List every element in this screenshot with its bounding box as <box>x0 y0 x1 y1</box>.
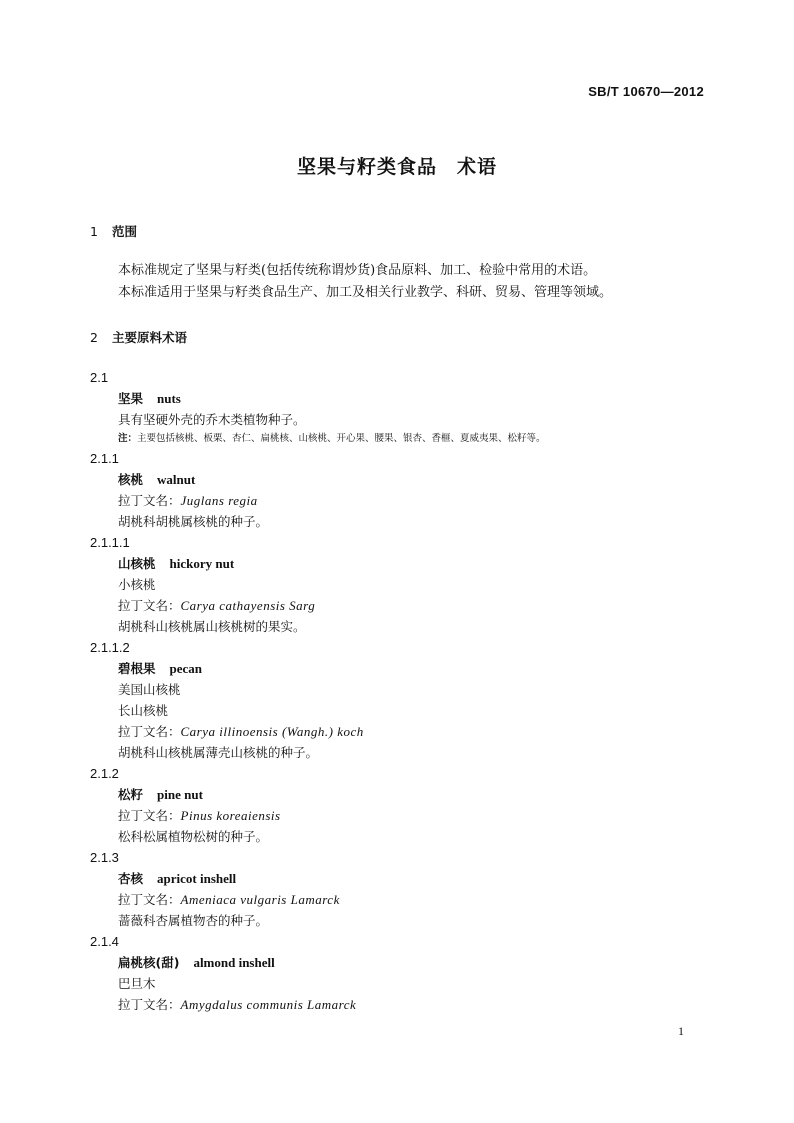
section-1-heading <box>90 222 137 240</box>
section-title: 主要原料术语 <box>112 330 188 345</box>
definition-line: 松科松属植物松树的种子。 <box>118 829 269 844</box>
latin-name-label: 拉丁文名： <box>118 808 181 823</box>
latin-name: Juglans regia <box>180 493 258 508</box>
term-entry <box>90 847 710 931</box>
term-chinese: 扁桃核(甜) <box>118 955 180 970</box>
term-english: hickory nut <box>169 556 235 571</box>
scope-paragraph: 本标准适用于坚果与籽类食品生产、加工及相关行业教学、科研、贸易、管理等领域。 <box>118 285 613 300</box>
latin-name-label: 拉丁文名： <box>118 598 181 613</box>
section-2-heading <box>90 328 187 346</box>
term-entry <box>90 931 710 1015</box>
entry-number: 2.1 <box>90 370 109 385</box>
scope-paragraph: 本标准规定了坚果与籽类(包括传统称谓炒货)食品原料、加工、检验中常用的术语。 <box>118 263 597 278</box>
term-english: apricot inshell <box>157 871 237 886</box>
page-number: 1 <box>678 1024 684 1038</box>
term-heading <box>90 469 710 490</box>
term-heading <box>90 952 710 973</box>
term-chinese: 核桃 <box>118 472 144 487</box>
term-entry <box>90 763 710 847</box>
latin-name: Carya illinoensis (Wangh.) koch <box>180 724 364 739</box>
term-entry <box>90 532 710 637</box>
latin-name-label: 拉丁文名： <box>118 724 181 739</box>
latin-name-line <box>90 805 710 826</box>
term-chinese: 山核桃 <box>118 556 156 571</box>
latin-name-label: 拉丁文名： <box>118 493 181 508</box>
term-heading <box>90 553 710 574</box>
definition-line: 长山核桃 <box>118 703 169 718</box>
section-title: 范围 <box>112 224 138 239</box>
term-chinese: 坚果 <box>118 391 144 406</box>
term-english: pecan <box>169 661 203 676</box>
entry-number: 2.1.1 <box>90 451 119 466</box>
definition-line: 蔷薇科杏属植物杏的种子。 <box>118 913 269 928</box>
note-prefix: 注： <box>118 433 138 444</box>
note-text: 主要包括核桃、板栗、杏仁、扁桃核、山核桃、开心果、腰果、银杏、香榧、夏威夷果、松籽等。 <box>137 433 546 444</box>
definition-line: 美国山核桃 <box>118 682 181 697</box>
latin-name: Carya cathayensis Sarg <box>180 598 316 613</box>
definition-line: 小核桃 <box>118 577 156 592</box>
latin-name-label: 拉丁文名： <box>118 997 181 1012</box>
term-heading <box>90 658 710 679</box>
latin-name: Pinus koreaiensis <box>180 808 281 823</box>
note-line <box>90 430 710 448</box>
term-chinese: 杏核 <box>118 871 144 886</box>
definition-line: 胡桃科胡桃属核桃的种子。 <box>118 514 269 529</box>
entry-number: 2.1.4 <box>90 934 119 949</box>
latin-name-line <box>90 889 710 910</box>
term-heading <box>90 388 710 409</box>
term-english: nuts <box>157 391 181 406</box>
scope-paragraphs <box>118 260 612 304</box>
term-entries <box>90 367 710 1015</box>
definition-line: 胡桃科山核桃属山核桃树的果实。 <box>118 619 306 634</box>
term-english: walnut <box>157 472 196 487</box>
latin-name-line <box>90 595 710 616</box>
definition-line: 巴旦木 <box>118 976 156 991</box>
document-title: 坚果与籽类食品 术语 <box>296 156 497 178</box>
section-number: 2 <box>90 330 98 345</box>
latin-name-line <box>90 721 710 742</box>
term-entry <box>90 637 710 763</box>
definition-line: 具有坚硬外壳的乔木类植物种子。 <box>118 412 306 427</box>
entry-number: 2.1.2 <box>90 766 119 781</box>
standard-code: SB/T 10670—2012 <box>588 84 704 99</box>
latin-name-line <box>90 994 710 1015</box>
term-entry <box>90 367 710 448</box>
entry-number: 2.1.1.2 <box>90 640 130 655</box>
definition-line: 胡桃科山核桃属薄壳山核桃的种子。 <box>118 745 319 760</box>
latin-name-line <box>90 490 710 511</box>
latin-name: Amygdalus communis Lamarck <box>180 997 357 1012</box>
term-english: almond inshell <box>193 955 275 970</box>
term-heading <box>90 868 710 889</box>
entry-number: 2.1.3 <box>90 850 119 865</box>
section-number: 1 <box>90 224 98 239</box>
term-english: pine nut <box>157 787 203 802</box>
term-chinese: 松籽 <box>118 787 144 802</box>
latin-name: Ameniaca vulgaris Lamarck <box>180 892 340 907</box>
term-entry <box>90 448 710 532</box>
term-heading <box>90 784 710 805</box>
entry-number: 2.1.1.1 <box>90 535 130 550</box>
latin-name-label: 拉丁文名： <box>118 892 181 907</box>
term-chinese: 碧根果 <box>118 661 156 676</box>
